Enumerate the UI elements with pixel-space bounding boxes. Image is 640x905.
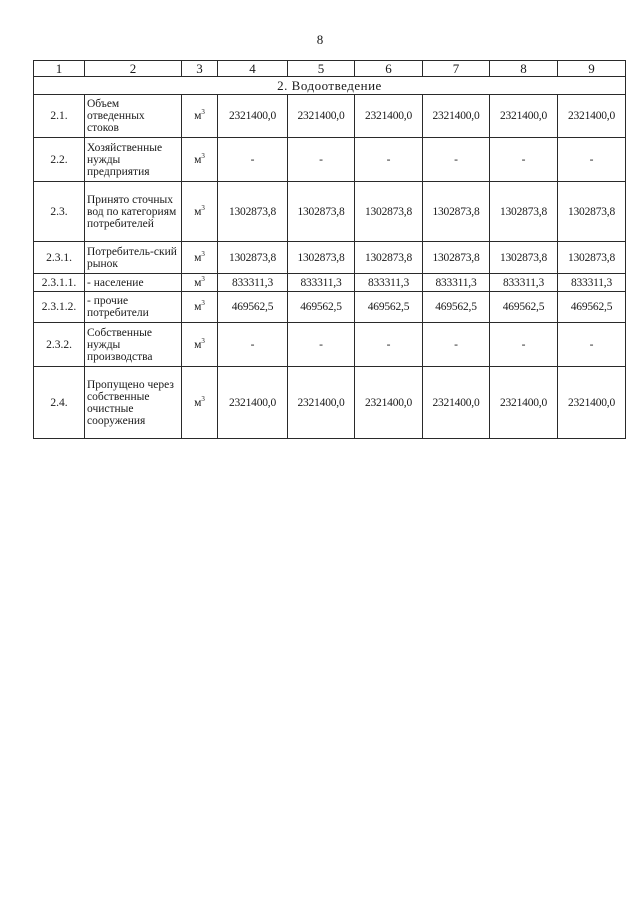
value-cell: 2321400,0 (218, 367, 288, 439)
row-number: 2.3. (34, 182, 85, 242)
row-number: 2.3.1. (34, 242, 85, 274)
section-row (34, 77, 626, 95)
value-cell: 1302873,8 (423, 182, 490, 242)
unit-cell (182, 138, 218, 182)
table-row (34, 95, 626, 138)
column-header: 8 (490, 61, 558, 77)
value-cell: 469562,5 (355, 292, 423, 323)
value-cell: 2321400,0 (288, 95, 355, 138)
value-cell: 2321400,0 (423, 367, 490, 439)
unit-superscript: 3 (201, 299, 205, 308)
value-cell: - (288, 138, 355, 182)
unit-cell (182, 242, 218, 274)
row-number: 2.3.2. (34, 323, 85, 367)
value-cell: 1302873,8 (490, 182, 558, 242)
unit-cell (182, 274, 218, 292)
unit-label: м (194, 251, 202, 264)
unit-label: м (194, 153, 202, 166)
row-name: Пропущено через собственные очистные сооружения (85, 367, 182, 439)
column-header: 4 (218, 61, 288, 77)
value-cell: - (288, 323, 355, 367)
row-number: 2.4. (34, 367, 85, 439)
value-cell: - (423, 138, 490, 182)
value-cell: 1302873,8 (558, 242, 626, 274)
unit-cell (182, 367, 218, 439)
value-cell: 469562,5 (218, 292, 288, 323)
value-cell: 1302873,8 (423, 242, 490, 274)
value-cell: 2321400,0 (288, 367, 355, 439)
column-header: 1 (34, 61, 85, 77)
value-cell: 2321400,0 (355, 367, 423, 439)
value-cell: 2321400,0 (490, 95, 558, 138)
unit-label: м (194, 396, 202, 409)
unit-label: м (194, 276, 202, 289)
value-cell: 1302873,8 (288, 182, 355, 242)
unit-superscript: 3 (201, 336, 205, 345)
value-cell: 833311,3 (490, 274, 558, 292)
value-cell: 833311,3 (355, 274, 423, 292)
table-row (34, 274, 626, 292)
value-cell: 469562,5 (558, 292, 626, 323)
unit-superscript: 3 (201, 274, 205, 283)
column-header: 6 (355, 61, 423, 77)
table-row (34, 242, 626, 274)
unit-superscript: 3 (201, 151, 205, 160)
value-cell: 469562,5 (490, 292, 558, 323)
unit-cell (182, 323, 218, 367)
column-header: 2 (85, 61, 182, 77)
value-cell: 1302873,8 (288, 242, 355, 274)
unit-superscript: 3 (201, 108, 205, 117)
unit-cell (182, 182, 218, 242)
row-number: 2.3.1.2. (34, 292, 85, 323)
value-cell: 833311,3 (423, 274, 490, 292)
unit-superscript: 3 (201, 249, 205, 258)
row-name: Потребитель-ский рынок (85, 242, 182, 274)
unit-cell (182, 95, 218, 138)
row-name: - население (85, 274, 182, 292)
unit-label: м (194, 110, 202, 122)
value-cell: 1302873,8 (355, 242, 423, 274)
unit-superscript: 3 (201, 394, 205, 403)
unit-label: м (194, 205, 202, 218)
value-cell: - (355, 138, 423, 182)
value-cell: - (558, 323, 626, 367)
column-header: 3 (182, 61, 218, 77)
value-cell: 833311,3 (288, 274, 355, 292)
unit-label: м (194, 338, 202, 351)
unit-superscript: 3 (201, 203, 205, 212)
value-cell: - (558, 138, 626, 182)
row-name: Собственные нужды производства (85, 323, 182, 367)
table-row (34, 138, 626, 182)
value-cell: - (355, 323, 423, 367)
row-number: 2.2. (34, 138, 85, 182)
row-number: 2.1. (34, 95, 85, 138)
value-cell: 469562,5 (423, 292, 490, 323)
row-number: 2.3.1.1. (34, 274, 85, 292)
row-name: - прочие потребители (85, 292, 182, 323)
value-cell: 833311,3 (218, 274, 288, 292)
value-cell: 2321400,0 (218, 95, 288, 138)
value-cell: 2321400,0 (423, 95, 490, 138)
value-cell: - (490, 138, 558, 182)
table-row (34, 292, 626, 323)
value-cell: 2321400,0 (558, 95, 626, 138)
table-row (34, 367, 626, 439)
value-cell: - (423, 323, 490, 367)
value-cell: 2321400,0 (558, 367, 626, 439)
unit-cell (182, 292, 218, 323)
table-row (34, 182, 626, 242)
wastewater-table (33, 60, 626, 439)
table-body (34, 95, 626, 439)
column-header: 7 (423, 61, 490, 77)
value-cell: 2321400,0 (490, 367, 558, 439)
row-name: Хозяйственные нужды предприятия (85, 138, 182, 182)
value-cell: - (490, 323, 558, 367)
column-header: 9 (558, 61, 626, 77)
value-cell: 2321400,0 (355, 95, 423, 138)
value-cell: 1302873,8 (218, 242, 288, 274)
value-cell: 1302873,8 (490, 242, 558, 274)
page-number: 8 (316, 32, 324, 47)
row-name: Объем отведенных стоков (85, 95, 182, 138)
column-number-row (34, 61, 626, 77)
value-cell: 833311,3 (558, 274, 626, 292)
value-cell: - (218, 323, 288, 367)
value-cell: 1302873,8 (218, 182, 288, 242)
table-row (34, 323, 626, 367)
unit-label: м (194, 301, 202, 313)
value-cell: 1302873,8 (355, 182, 423, 242)
row-name: Принято сточных вод по категориям потребителей (85, 182, 182, 242)
value-cell: 1302873,8 (558, 182, 626, 242)
value-cell: 469562,5 (288, 292, 355, 323)
section-title: 2. Водоотведение (34, 77, 626, 95)
value-cell: - (218, 138, 288, 182)
column-header: 5 (288, 61, 355, 77)
